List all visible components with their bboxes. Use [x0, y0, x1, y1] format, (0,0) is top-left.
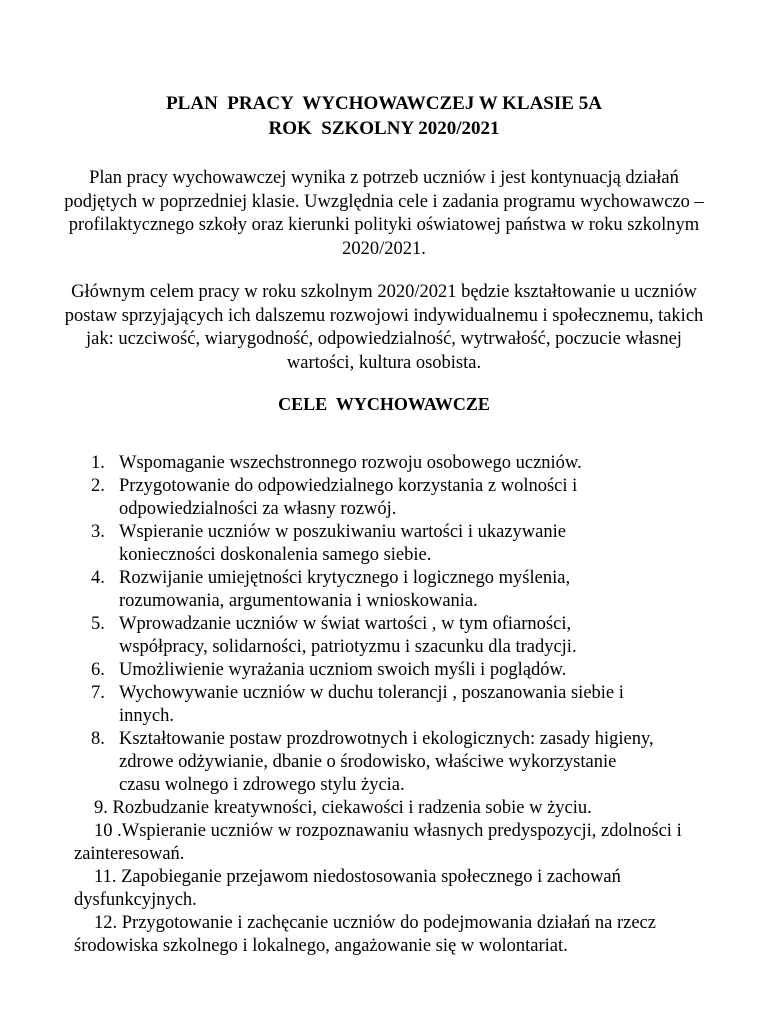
list-item-text: Wspieranie uczniów w poszukiwaniu wartości i ukazywanie konieczności doskonalenia samego siebie.: [119, 522, 566, 565]
school-year-title: ROK SZKOLNY 2020/2021: [268, 118, 500, 139]
list-item-text: Rozwijanie umiejętności krytycznego i logicznego myślenia, rozumowania, argumentowania i wnioskowania.: [119, 568, 571, 611]
list-item-number: 8.: [91, 729, 105, 749]
list-item-number: 1.: [91, 453, 105, 473]
list-item-number: 2.: [91, 476, 105, 496]
list-item-number: 4.: [91, 568, 105, 588]
list-item: [0, 728, 659, 797]
list-item: [0, 521, 659, 567]
list-item-text: Umożliwienie wyrażania uczniom swoich myśli i poglądów.: [119, 660, 567, 680]
list-item: [0, 613, 659, 659]
list-item: [0, 452, 659, 475]
list-item-number: 5.: [91, 614, 105, 634]
list-item-text: Wychowywanie uczniów w duchu tolerancji , poszanowania siebie i innych.: [119, 683, 624, 726]
main-goal-paragraph: Głównym celem pracy w roku szkolnym 2020/2021 będzie kształtowanie u uczniów postaw sprzyjających ich dalszemu rozwojowi indywidualnemu i społecznemu, takich jak: uczciwość, wiarygodność, odpowiedzialność, wytrwałość, poczucie własnej wartości, kultura osobista.: [64, 282, 704, 373]
list-item: 10 .Wspieranie uczniów w rozpoznawaniu własnych predyspozycji, zdolności i zainteresowań.: [74, 821, 682, 864]
list-item: [0, 682, 659, 728]
list-item: [0, 567, 659, 613]
list-item-number: 6.: [91, 660, 105, 680]
list-item-text: Przygotowanie do odpowiedzialnego korzystania z wolności i odpowiedzialności za własny rozwój.: [119, 476, 578, 519]
list-item: [0, 475, 659, 521]
list-item: 12. Przygotowanie i zachęcanie uczniów do podejmowania działań na rzecz środowiska szkolnego i lokalnego, angażowanie się w wolontariat.: [74, 913, 656, 956]
document-title: PLAN PRACY WYCHOWAWCZEJ W KLASIE 5A: [166, 93, 602, 114]
list-item-text: Wprowadzanie uczniów w świat wartości , w tym ofiarności, współpracy, solidarności, patriotyzmu i szacunku dla tradycji.: [119, 614, 577, 657]
list-item: [0, 659, 659, 682]
list-item-number: 3.: [91, 522, 105, 542]
list-item-text: Kształtowanie postaw prozdrowotnych i ekologicznych: zasady higieny, zdrowe odżywianie, dbanie o środowisko, właściwe wykorzystanie czasu wolnego i zdrowego stylu życia.: [119, 729, 654, 795]
list-item-text: Wspomaganie wszechstronnego rozwoju osobowego uczniów.: [119, 453, 582, 473]
list-item-number: 7.: [91, 683, 105, 703]
list-item: 9. Rozbudzanie kreatywności, ciekawości i radzenia sobie w życiu.: [94, 798, 592, 818]
section-title: CELE WYCHOWAWCZE: [278, 394, 490, 414]
list-item: 11. Zapobieganie przejawom niedostosowania społecznego i zachowań dysfunkcyjnych.: [74, 867, 621, 910]
intro-paragraph: Plan pracy wychowawczej wynika z potrzeb uczniów i jest kontynuacją działań podjętych w poprzedniej klasie. Uwzględnia cele i zadania programu wychowawczo – profilaktycznego szkoły oraz kierunki polityki oświatowej państwa w roku szkolnym 2020/2021.: [64, 168, 704, 259]
goals-list: [0, 452, 684, 958]
